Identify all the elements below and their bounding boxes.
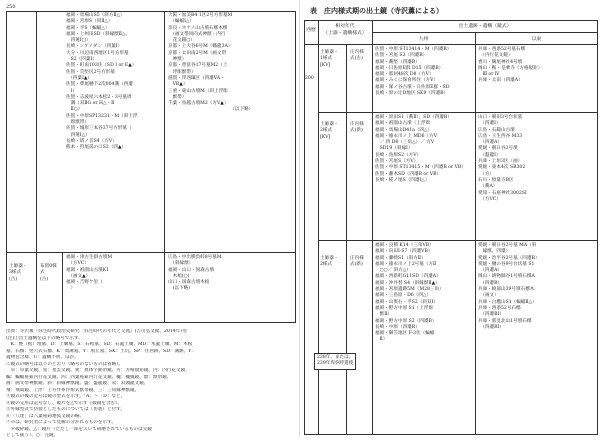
list-item: 兵庫・綾部山39号墳石槨木 [478, 287, 535, 293]
row2-stage: 土師器・ 2様式 [KV] [320, 122, 339, 140]
left-page [0, 0, 300, 437]
list-item: （以下略） [228, 107, 254, 113]
list-item: 大阪・加美B4 1区2号方形墓M [168, 13, 233, 18]
list-item: 福岡・藤崎S1（斜方Ⅱ） [375, 255, 426, 261]
list-item: 兵庫・太田（四遷A） [478, 78, 523, 84]
list-item: 佐賀・宮尾 S3（四遷B） [375, 53, 428, 59]
list-item: 佐賀・城原三本谷37号方形墓（ [66, 126, 132, 132]
list-item: 奈良・ホケノ山古墳石槨木槨 [168, 25, 228, 31]
list-item: 福岡・祇園山古墳（上浮彫 [375, 121, 431, 127]
list-item: (以下略) [168, 286, 190, 292]
list-item: 佐賀・宮尾S（方V） [375, 159, 419, 165]
list-item: 佐賀・中原 ST13414・M（四遷B） [375, 47, 452, 52]
list-item: VB▲） [168, 82, 188, 88]
list-item: Ⅲ or Ⅳ [478, 72, 500, 78]
footnote-line: ＊破砕鏡、△：鏡片（ただし一部を欠いて研磨されているものは完鏡 [6, 426, 152, 432]
list-item: 三重・東山古墳M（斜上浮彫 [168, 88, 228, 94]
list-item: （蕎A） [478, 184, 498, 190]
list-item: 長崎・シゲノダン（四葉Ⅰ） [66, 44, 123, 50]
list-item: 溝（双ⅡG or H△・Ⅱ [66, 101, 115, 107]
row2-east [478, 115, 527, 203]
list-item: 福岡・蕎堅（四遷B） [375, 59, 420, 65]
left-col-b-lower [168, 255, 222, 293]
list-item: 岡山・鞍・是乗寺（方格規矩） [478, 65, 543, 71]
list-item: Ⅱ） [375, 337, 388, 343]
list-item: 佐賀・柴尾樋下2次004溝（西遷 [66, 82, 133, 88]
list-item: 木棺(○) [168, 273, 190, 279]
list-item: 福岡・日佐原E群 D15（四遷B） [375, 65, 444, 71]
list-item: 京都・上大谷6号M（蟠龍3A） [168, 44, 233, 50]
list-item: 佐賀・荒堅尻2号方形墓 [66, 69, 115, 75]
list-item: 福岡・西新町G11SD（四遷A） [375, 274, 441, 280]
list-item: 福岡・御笠地区 F-3住（蝙蝠 [375, 331, 435, 337]
list-item: 福岡・山口・国森古墳 [168, 267, 214, 273]
list-item: 愛媛・樋の谷9号台状墓 S1 [478, 261, 535, 267]
list-item: 広島・石鎚山古墳 [478, 127, 515, 133]
type-label: 布留0様 式 (古) [40, 264, 57, 282]
footnote-line: 草：草葉文鏡、星：星雲文鏡、異：異体字銘帯鏡、方：方格規矩鏡、内：内行花文鏡、 [6, 368, 190, 373]
row3-kyushu [375, 243, 444, 344]
list-item: 兵庫・那見北山1号墳石槨 [478, 318, 532, 324]
list-item: 花文鏡○） [168, 38, 195, 44]
list-item: （内行花文鏡） [478, 53, 513, 59]
header-year: 西暦 [306, 28, 316, 33]
event-note-238: 238年、または、 239年卑弥呼遣使 [314, 353, 356, 370]
list-item: 佐賀・中原SP13231・M（斜上浮 [66, 113, 138, 119]
table-title: 表 庄内様式期の出土鏡（寺沢薫による） [310, 7, 443, 15]
footnote-line: ③鏡式の後の記号は鏡の型式を示す。「A」～「D」など。 [6, 394, 126, 399]
list-item: 兵庫・白鷹山S1（蝙蝠Ⅱ△） [478, 299, 537, 305]
list-item: 兵庫・上垣3区（画） [478, 159, 523, 165]
list-item: 福岡・馬場山S5（斜方Ⅱ△） [66, 13, 125, 18]
list-item: （方VC） [478, 196, 501, 202]
list-item: S2（四葉Ⅰ） [66, 57, 97, 63]
list-item: 福岡・徳永川ノ上2号墓（方Ⅱ [375, 261, 437, 267]
list-item: （方VC） [66, 261, 89, 267]
list-item: 福岡・津古生掛古墳M [66, 255, 113, 260]
list-item: 福岡・吉野ケ里（ [66, 280, 108, 286]
list-item: 浮彫獣帯） [168, 69, 196, 75]
footnote-line: ⑥「八達」は八葉座鈕連弧文鏡の略。 [6, 413, 85, 419]
list-item: 京都・豊富谷17号墓M2（上 [168, 63, 228, 69]
list-item: 大分・川辺南西地区1号方形墓 [66, 50, 129, 56]
list-item: 福岡・上州田SD（斜縁獣Ⅱ△、 [66, 31, 131, 37]
list-item: 福岡・山奥右・平S2（斜双Ⅰ） [375, 299, 439, 305]
footnote-line: ④鏡の完形は記号なし、破片を△で示す（破鏡を含む）。 [6, 400, 123, 406]
list-item: （画文） [478, 293, 499, 299]
list-item: 福岡・みくに保育所住（方V） [375, 78, 439, 84]
list-item: 岡山・鋳物師谷1号墳石槨A [478, 274, 535, 280]
list-item: （画文帯同向式神獣・内行 [168, 31, 226, 37]
list-item: 熊本・狩尾湯の口S2（四▲） [66, 145, 127, 151]
list-item: 四蓮Ⅰ△） [66, 132, 90, 138]
list-item: 福岡・那珂48次 D8（方V） [375, 72, 434, 78]
list-item: 愛媛・朝日谷2号墳 [478, 146, 518, 152]
list-item: 愛知・石座神社3002SI [478, 190, 527, 196]
list-item: （四遷A） [478, 268, 502, 274]
list-item: （四葉Ⅰ▲） [66, 75, 93, 81]
list-item: 長崎・中原（四遷B） [375, 324, 420, 330]
list-item: 福岡・徳永川ノ上 MD6（方V [375, 133, 438, 139]
footnotes [6, 329, 294, 440]
header-east: 以東 [531, 37, 542, 42]
footnote-line: 画：画文帯神獣鏡、斜：斜縁神獣鏡、盤：盤龍鏡、双：双頭龍文鏡、 [6, 381, 149, 386]
list-item: （四遷B） [478, 280, 503, 286]
list-item: 石川・無量寺B区 [478, 177, 514, 183]
footnote-line: (注)①出土遺構を以下の略号で示す。 [6, 335, 83, 341]
list-item: （四遷A） [478, 140, 502, 146]
header-kyushu: 九州 [418, 37, 429, 42]
list-item: 獣帯） [168, 94, 187, 100]
list-item: 千葉・鳥越古墳M2（方V▲） [168, 101, 229, 107]
list-item: ） [66, 286, 76, 292]
list-item: 山口・国森古墳木棺 [168, 280, 210, 286]
row1-stage: 土師器・ 1様式 [KV] [320, 50, 339, 68]
row1-kyushu [375, 47, 451, 97]
list-item: 長崎・椛ノ尾S（四遷Ⅰ△） [375, 177, 430, 183]
list-item: 香川・鶴尾神社4号墳 [478, 59, 523, 65]
row1-east [478, 47, 542, 85]
list-item: 福岡・祇園山古墳K1 [66, 267, 110, 273]
list-item: 獣Ⅱ） [375, 312, 392, 318]
footnote-line: 飛：飛禽鏡、上浮：上方作系浮彫式獣帯鏡、三：三角縁神獣鏡。 [6, 387, 140, 393]
list-item: 京都・太田南2号M（画文帯 [168, 50, 227, 56]
list-item: 福岡・野方中原 S2（四遷B） [375, 318, 437, 324]
footnote-line: 出典：寺沢薫『弥生時代政治史研究 弥生時代の年代と交流』(吉川弘文館、2014年刊) [6, 329, 187, 334]
list-item: 滋賀・浮西Ⅲ区（四遷VA・ [168, 75, 225, 81]
list-item: 縁獣、四遷） [478, 249, 511, 255]
list-item: 兵庫・西条52号墓石槨 [478, 47, 526, 52]
header-sites: 出土遺跡・遺構（鏡式） [458, 24, 512, 29]
list-item: 福岡・馬場山D41a（四△） [375, 127, 433, 133]
list-item: 彫獣帯） [66, 120, 89, 126]
row2-sub: 庄内様 式(新) [350, 122, 364, 134]
list-item: 佐賀・中原 ST13415・M（四遷B or VB） [375, 165, 466, 171]
list-item: 佐賀・町南103住（SD I or E▲） [66, 63, 137, 69]
list-item: 愛媛・東本4次 SB302 [478, 165, 526, 171]
list-item: 福岡・三島原・D6（四△） [375, 293, 432, 299]
left-col-b-upper [168, 13, 253, 114]
row3-sub: 庄内様 式(新) [350, 256, 364, 268]
footnote-line: ⑦※は、研究者によって見解の分かれるものを示す。 [6, 420, 116, 425]
list-item: （四遷Ⅰ） [478, 121, 501, 127]
list-item: 福岡・宮原遺跡5M（M28三角） [375, 287, 444, 293]
list-item: 神獣） [168, 57, 187, 63]
footnote-line: K：甕（棺）埋墓、D：土壙墓、S：石棺墓、SD：石蓋土壙、MD：木蓋土壙、M：木棺 [6, 342, 193, 347]
list-item: （画文▲） [66, 273, 91, 279]
list-item: ／ 四 D8（三角△）／ 方V [375, 140, 435, 146]
list-item: （斜縁獣） [168, 261, 194, 267]
right-page [300, 0, 600, 437]
list-item: 長崎・塔ノ首S4（方V） [66, 138, 117, 144]
page-number: 250 [6, 4, 16, 10]
footnote-line: 蝙：蝙蝠座鈕内行花文鏡、四：四葉座鈕内行花文鏡、虁：虁鳳鏡、獣：獣帯鏡、 [6, 374, 172, 380]
stage-label: 土師器・ 3様式 (古) [9, 264, 28, 282]
list-item: 福岡・宮原S（同Ⅱ△） [66, 19, 113, 25]
list-item: 四蓮Ⅰ□） [66, 38, 91, 44]
list-item: 福岡・良積 K14（三角VB） [375, 243, 434, 248]
list-item: 福岡・原田S1（蕎Ⅱ）、SD（四遷B） [375, 115, 452, 120]
list-item: （盤龍Ⅰ） [478, 152, 501, 158]
list-item: 佐賀・藤木SD（四遷B or VB） [375, 171, 442, 177]
list-item: 福岡・塚ノ谷古墳・日佐原E群・SD [375, 84, 450, 90]
year-200: 200 [305, 76, 314, 81]
list-item: Ⅰ） [66, 88, 78, 94]
row3-east [478, 243, 539, 331]
footnote-line: 墓、石槨：竪穴式石槨、K：周溝墓、Y：墳丘墓、SK：土坑、SP：住居跡、SD：溝跡、Y： [6, 348, 196, 354]
list-item: ○○／ 斜方△） [375, 268, 411, 274]
row2-kyushu [375, 115, 466, 184]
row3-stage: 土師器・ 2様式 [320, 256, 339, 268]
footnote-line: ⑤外縁型式で仿製としたものについては（仿製）と付す。 [6, 407, 125, 412]
list-item: 福岡・野方中原 S1（上浮彫 [375, 305, 434, 311]
list-item: （四遷BⅠ） [478, 312, 504, 318]
list-item: 広島・王生西谷 M33 [478, 133, 523, 139]
list-item: 山口・朝田3号台状墓 [478, 115, 523, 120]
list-item: 長崎・島原S2（方V） [375, 152, 422, 158]
list-item: （四遷BⅠ） [478, 324, 504, 330]
list-item: 長崎・原の辻D地区 SK9（四遷B） [375, 91, 449, 97]
footnote-line: 遺物包含層、U：遺構不明、ほか。 [6, 355, 79, 360]
row1-sub: 庄内様 式(古) [350, 50, 364, 62]
list-item: 愛媛・治平谷3号墓（四遷B） [478, 255, 540, 261]
list-item: （蝙蝠Ⅰ△） [168, 19, 195, 25]
footnote-line: として扱う）、○：完鏡。 [6, 433, 59, 438]
list-item: 福岡・平S（蝙蝠△） [66, 25, 110, 31]
list-item: （方） [478, 171, 495, 177]
list-item: 兵庫・西条52号石槨 [478, 305, 521, 311]
left-col-a-upper [66, 13, 138, 152]
list-item: 広島・中出勝負峠8号墓M [168, 255, 222, 260]
footnote-line: ②鏡式の略号は以下のとおり（略号のないものは省略）。 [6, 361, 124, 367]
list-item: Ⅱ○） [66, 107, 83, 113]
list-item: 佐賀・志波屋六本松2・3号墓周 [66, 94, 132, 100]
list-item: SD19（斜縁Ⅰ） [375, 146, 413, 152]
list-item: 愛媛・朝日谷2号墓 MA（斜 [478, 243, 537, 248]
left-col-a-lower [66, 255, 112, 293]
list-item: 福岡・向田Ⅰ-S7（四遷VB） [375, 249, 433, 255]
list-item: 福岡・沖井替 S4（斜縁獣Ⅱ▲） [375, 280, 440, 286]
header-period: 相対年代 （土器・遺構様式） [323, 24, 367, 36]
